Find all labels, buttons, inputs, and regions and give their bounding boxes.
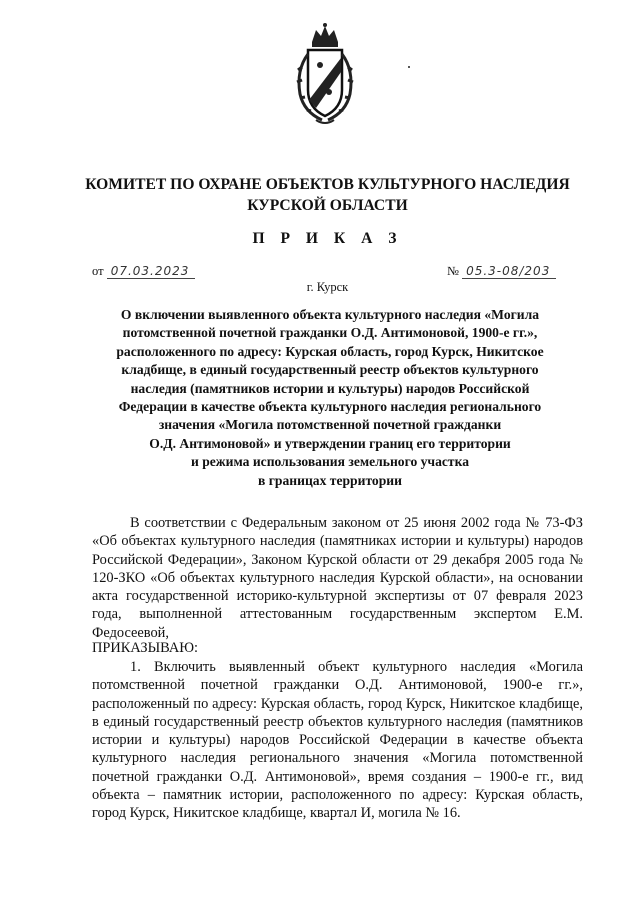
document-type: П Р И К А З bbox=[252, 230, 403, 247]
committee-line1: КОМИТЕТ ПО ОХРАНЕ ОБЪЕКТОВ КУЛЬТУРНОГО НАСЛЕДИЯ bbox=[85, 176, 570, 193]
clause-1-paragraph: 1. Включить выявленный объект культурного наследия «Могила потомственной почетной гражданки О.Д. Антимоновой, 1900-е гг.», расположенный по адресу: Курская область, город Курск, Никитское кладбище, в единый государственный реестр объектов культурного наследия (памятников истории и культуры) народов Российской Федерации в качестве объекта культурного наследия регионального значения «Могила потомственной почетной гражданки О.Д. Антимоновой», время создания – 1900-е гг., вид объекта – памятник истории, расположенного по адресу: Курская область, город Курск, Никитское кладбище, квартал И, могила № 16. bbox=[92, 659, 583, 822]
subject-line: и режима использования земельного участка bbox=[190, 454, 470, 470]
preamble-paragraph: В соответствии с Федеральным законом от 25 июня 2002 года № 73-ФЗ «Об объектах культурного наследия (памятниках истории и культуры) народов Российской Федерации», Законом Курской области от 29 декабря 2005 года № 120-ЗКО «Об объектах культурного наследия Курской области», на основании акта государственной историко-культурной экспертизы от 07 февраля 2023 года, выполненной аттестованным государственным экспертом Е.М. Федосеевой, bbox=[92, 515, 583, 641]
order-verb: ПРИКАЗЫВАЮ: bbox=[92, 640, 199, 656]
subject-line: значения «Могила потомственной почетной гражданки bbox=[158, 417, 502, 433]
order-date bbox=[92, 264, 195, 279]
number-prefix: № bbox=[447, 264, 459, 278]
subject-line: О.Д. Антимоновой» и утверждении границ его территории bbox=[149, 435, 511, 451]
city: г. Курск bbox=[306, 280, 349, 294]
subject-line: О включении выявленного объекта культурного наследия «Могила bbox=[120, 307, 540, 322]
subject-line: расположенного по адресу: Курская область, город Курск, Никитское bbox=[116, 343, 544, 359]
order-number bbox=[447, 264, 556, 279]
subject-line: наследия (памятников истории и культуры) народов Российской bbox=[130, 380, 530, 396]
scan-speck bbox=[408, 66, 410, 68]
date-prefix: от bbox=[92, 264, 104, 278]
subject-line: Федерации в качестве объекта культурного наследия регионального bbox=[118, 399, 542, 415]
subject-line: потомственной почетной гражданки О.Д. Антимоновой, 1900-е гг.», bbox=[122, 325, 538, 341]
date-value: 07.03.2023 bbox=[107, 264, 196, 279]
coat-of-arms-icon bbox=[294, 20, 356, 128]
committee-line2: КУРСКОЙ ОБЛАСТИ bbox=[247, 197, 408, 214]
committee-name bbox=[40, 174, 615, 216]
number-value: 05.3-08/203 bbox=[462, 264, 556, 279]
order-subject bbox=[104, 306, 556, 490]
subject-line: кладбище, в единый государственный реестр объектов культурного bbox=[121, 362, 539, 378]
subject-line: в границах территории bbox=[258, 472, 402, 488]
